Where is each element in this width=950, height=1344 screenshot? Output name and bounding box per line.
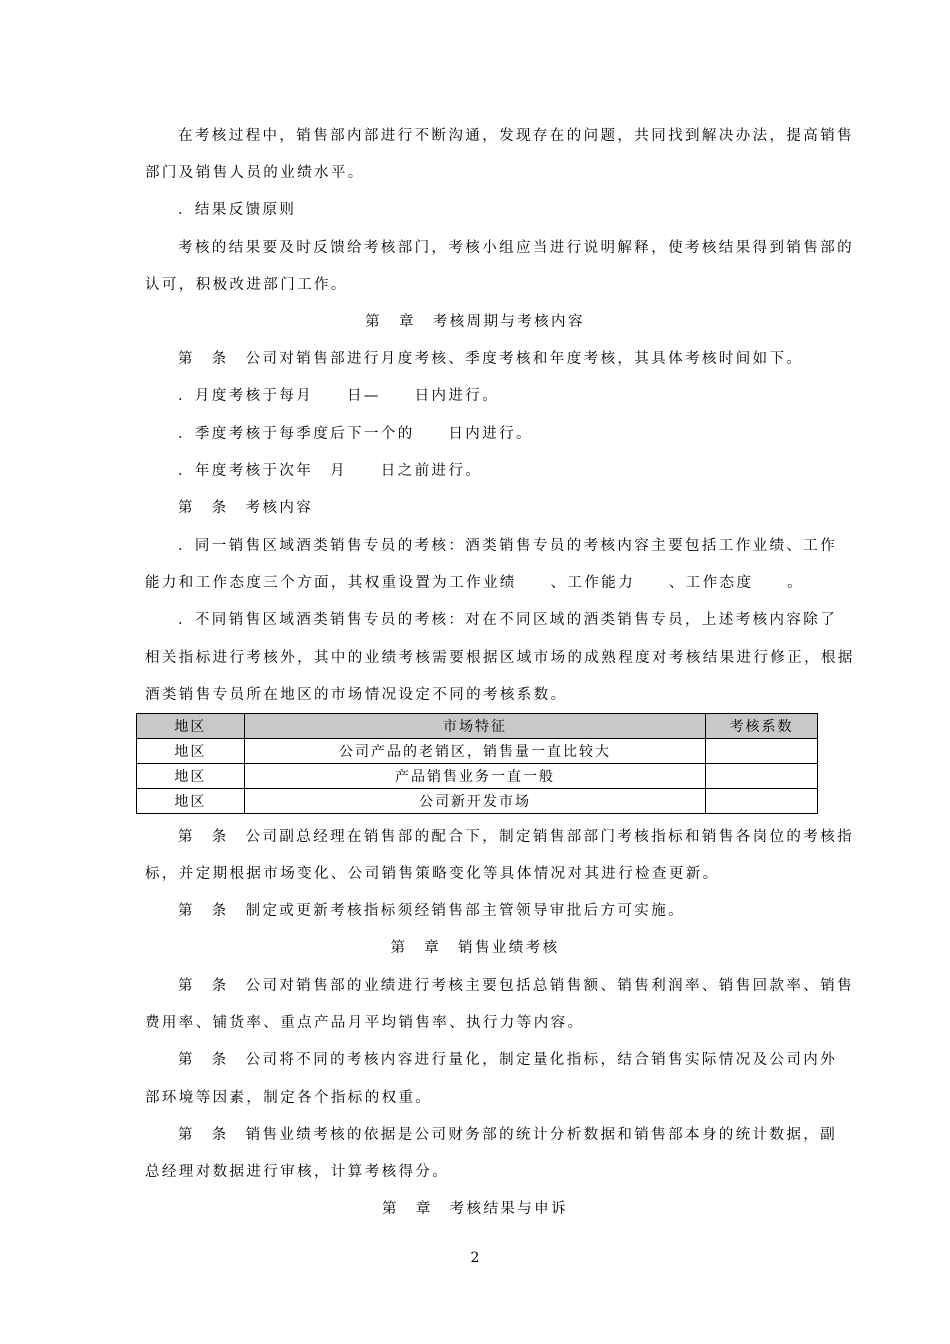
paragraph-line: 考核的结果要及时反馈给考核部门，考核小组应当进行说明解释，使考核结果得到销售部的 — [178, 240, 854, 256]
cell-region: 地区 — [137, 789, 245, 814]
page-number: 2 — [470, 1250, 480, 1266]
paragraph-line: 第 条 公司对销售部进行月度考核、季度考核和年度考核，其具体考核时间如下。 — [178, 351, 804, 367]
paragraph-line: 酒类销售专员所在地区的市场情况设定不同的考核系数。 — [145, 687, 568, 703]
paragraph-line: 第 条 公司对销售部的业绩进行考核主要包括总销售额、销售利润率、销售回款率、销售 — [178, 978, 854, 994]
paragraph-line: ．月度考核于每月 日— 日内进行。 — [178, 388, 500, 404]
paragraph-line: ．季度考核于每季度后下一个的 日内进行。 — [178, 426, 533, 442]
paragraph-line: 相关指标进行考核外，其中的业绩考核需要根据区域市场的成熟程度对考核结果进行修正，根据 — [145, 650, 855, 666]
header-market-feature: 市场特征 — [244, 714, 705, 739]
header-coefficient: 考核系数 — [706, 714, 818, 739]
paragraph-line: ．同一销售区域酒类销售专员的考核：酒类销售专员的考核内容主要包括工作业绩、工作 — [178, 538, 838, 554]
paragraph-line: 第 条 公司副总经理在销售部的配合下，制定销售部部门考核指标和销售各岗位的考核指 — [178, 829, 854, 845]
paragraph-line: 第 条 公司将不同的考核内容进行量化，制定量化指标，结合销售实际情况及公司内外 — [178, 1052, 838, 1068]
paragraph-line: 总经理对数据进行审核，计算考核得分。 — [145, 1164, 450, 1180]
paragraph-line: 能力和工作态度三个方面，其权重设置为工作业绩 、工作能力 、工作态度 。 — [145, 575, 805, 591]
cell-market-feature: 公司产品的老销区，销售量一直比较大 — [244, 739, 705, 764]
cell-market-feature: 公司新开发市场 — [244, 789, 705, 814]
paragraph-line: 在考核过程中，销售部内部进行不断沟通，发现存在的问题，共同找到解决办法，提高销售 — [178, 128, 854, 144]
header-region: 地区 — [137, 714, 245, 739]
paragraph-line: 认可，积极改进部门工作。 — [145, 277, 348, 293]
paragraph-line: 第 条 制定或更新考核指标须经销售部主管领导审批后方可实施。 — [178, 903, 685, 919]
cell-region: 地区 — [137, 764, 245, 789]
paragraph-line: 第 条 考核内容 — [178, 500, 314, 516]
table-row — [137, 789, 818, 814]
table-row — [137, 764, 818, 789]
cell-region: 地区 — [137, 739, 245, 764]
chapter-heading: 第 章 考核周期与考核内容 — [365, 314, 585, 330]
cell-market-feature: 产品销售业务一直一般 — [244, 764, 705, 789]
paragraph-line: 部门及销售人员的业绩水平。 — [145, 165, 365, 181]
paragraph-line: 第 条 销售业绩考核的依据是公司财务部的统计分析数据和销售部本身的统计数据，副 — [178, 1127, 838, 1143]
cell-coefficient — [706, 764, 818, 789]
chapter-heading: 第 章 考核结果与申诉 — [382, 1201, 568, 1217]
table-header-row — [137, 714, 818, 739]
paragraph-line: 标，并定期根据市场变化、公司销售策略变化等具体情况对其进行检查更新。 — [145, 866, 720, 882]
table-row — [137, 739, 818, 764]
cell-coefficient — [706, 789, 818, 814]
paragraph-line: 部环境等因素，制定各个指标的权重。 — [145, 1090, 433, 1106]
market-coefficient-table — [136, 713, 818, 814]
paragraph-line: ．不同销售区域酒类销售专员的考核：对在不同区域的酒类销售专员，上述考核内容除了 — [178, 612, 838, 628]
chapter-heading: 第 章 销售业绩考核 — [390, 940, 560, 956]
paragraph-line: 费用率、铺货率、重点产品月平均销售率、执行力等内容。 — [145, 1015, 585, 1031]
paragraph-line: ．年度考核于次年 月 日之前进行。 — [178, 463, 483, 479]
paragraph-line: ．结果反馈原则 — [178, 202, 297, 218]
cell-coefficient — [706, 739, 818, 764]
